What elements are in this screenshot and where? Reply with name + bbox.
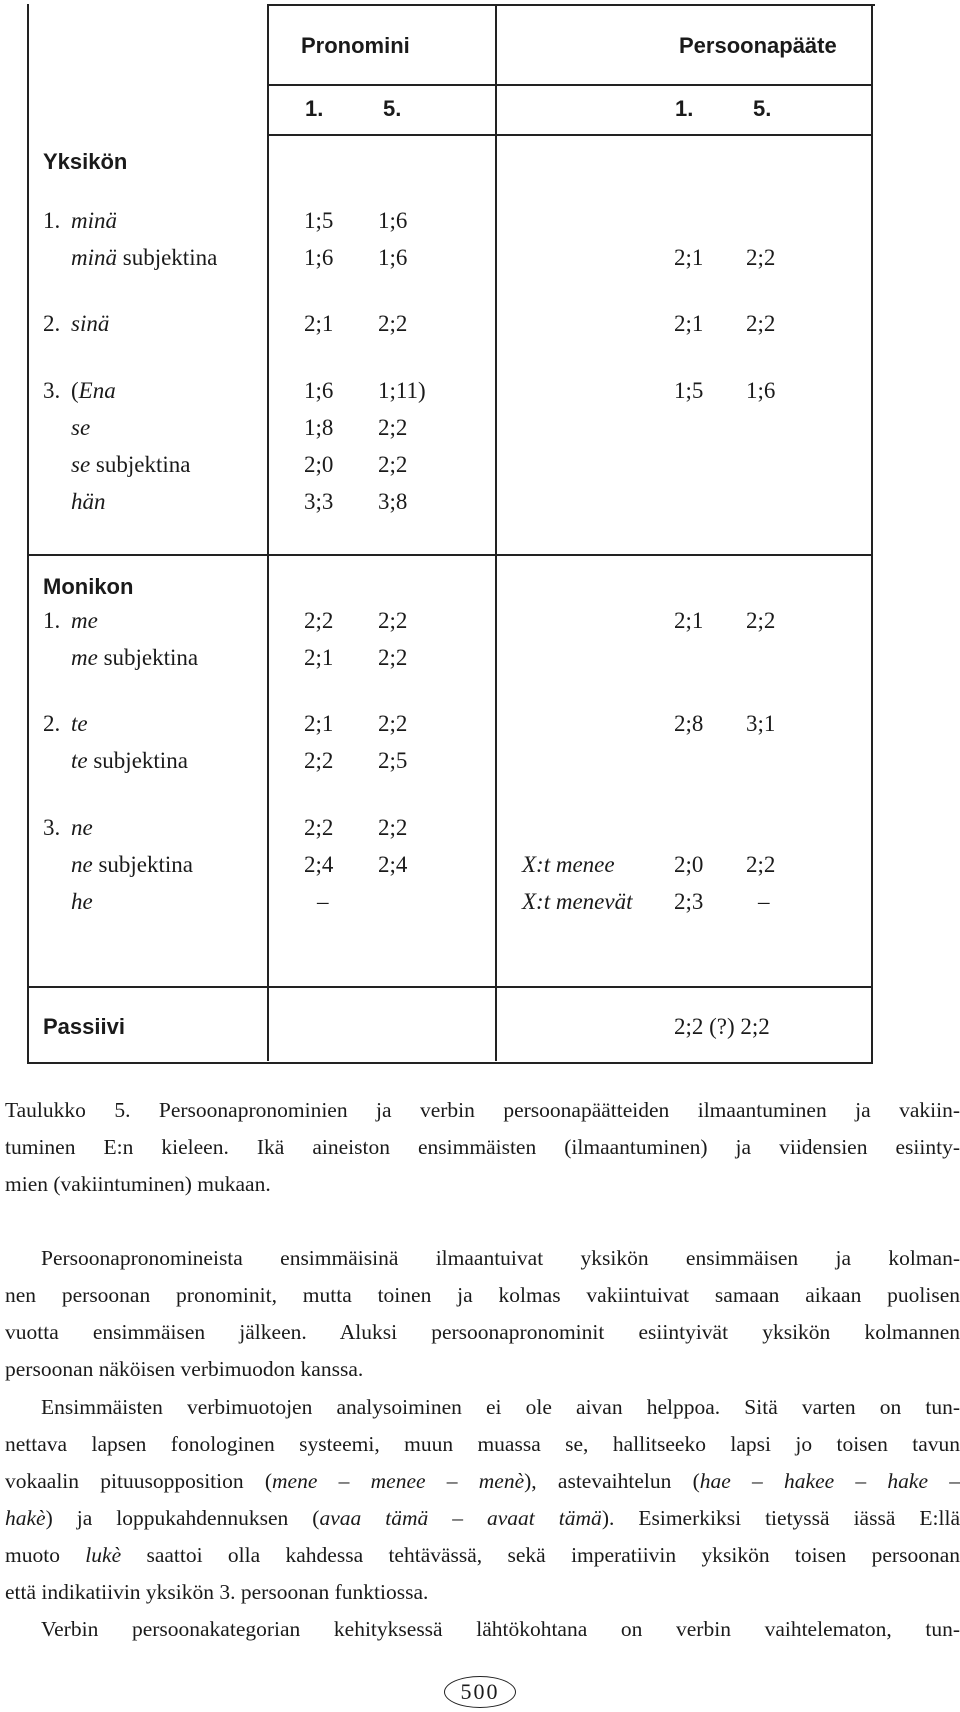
table-col-divider-1 xyxy=(267,4,269,1061)
ending-first-age: 2;1 xyxy=(674,608,704,633)
text-run: saattoi olla kahdessa tehtävässä, sekä imperatiivin yksikön toisen persoonan xyxy=(121,1543,960,1567)
italic-example: mene – menee – menè xyxy=(272,1469,525,1493)
row-label xyxy=(71,377,116,405)
pronoun-first-age: 1;5 xyxy=(304,208,334,233)
header-persoonapaate: Persoonapääte xyxy=(679,33,837,58)
text-line: Verbin persoonakategorian kehityksessä lähtökohtana on verbin vaihtelematon, tun- xyxy=(41,1617,960,1641)
row-pronoun: se xyxy=(71,415,91,440)
pronoun-first-age: 2;0 xyxy=(304,452,334,477)
text-run: ). Esimerkiksi tietyssä iässä E:llä xyxy=(601,1506,960,1530)
row-number: 3. xyxy=(43,378,61,403)
section-passiivi: Passiivi xyxy=(43,1014,125,1039)
pronoun-first-age: 1;6 xyxy=(304,378,334,403)
row-pronoun: te xyxy=(71,748,88,773)
row-pronoun: te xyxy=(71,711,88,736)
text-line: nettava lapsen fonologinen systeemi, muun muassa se, hallitseeko lapsi jo toisen tavun xyxy=(5,1432,960,1456)
text-line xyxy=(5,1537,960,1574)
pronoun-fifth-age: 2;2 xyxy=(378,311,408,336)
text-line: että indikatiivin yksikön 3. persoonan funktiossa. xyxy=(5,1580,429,1604)
pronoun-fifth-age: 2;2 xyxy=(378,415,408,440)
pronoun-fifth-age: 2;2 xyxy=(378,645,408,670)
italic-example: lukè xyxy=(85,1543,122,1567)
caption-line: mien (vakiintuminen) mukaan. xyxy=(5,1172,271,1196)
italic-example: hakè xyxy=(5,1506,46,1530)
row-pronoun: ne xyxy=(71,815,93,840)
table-top-border xyxy=(269,4,875,6)
section-yksikon: Yksikön xyxy=(43,149,128,174)
header-p1: 1. xyxy=(305,96,324,121)
pronoun-first-age: – xyxy=(317,889,329,914)
ending-fifth-age: 2;2 xyxy=(746,852,776,877)
paragraph-3 xyxy=(5,1611,960,1648)
row-label xyxy=(71,414,90,442)
row-number: 3. xyxy=(43,815,61,840)
verb-form: X:t menee xyxy=(522,852,615,877)
ending-first-age: 2;8 xyxy=(674,711,704,736)
row-label xyxy=(71,244,217,272)
pronoun-first-age: 1;8 xyxy=(304,415,334,440)
header-p5: 5. xyxy=(383,96,402,121)
text-line: Persoonapronomineista ensimmäisinä ilmaantuivat yksikön ensimmäisen ja kolman- xyxy=(41,1246,960,1270)
row-label xyxy=(71,888,93,916)
caption-line: Taulukko 5. Persoonapronominien ja verbin persoonapäätteiden ilmaantuminen ja vakiin- xyxy=(5,1098,960,1122)
text-line: persoonan näköisen verbimuodon kanssa. xyxy=(5,1357,364,1381)
row-pronoun: hän xyxy=(71,489,106,514)
row-pronoun: Ena xyxy=(78,378,116,403)
text-line xyxy=(5,1500,960,1537)
row-label-rest: subjektina xyxy=(92,852,194,877)
text-run: muoto xyxy=(5,1543,86,1567)
pronoun-first-age: 2;1 xyxy=(304,311,334,336)
pronoun-fifth-age: 1;6 xyxy=(378,208,408,233)
pronoun-first-age: 2;1 xyxy=(304,645,334,670)
ending-fifth-age: 2;2 xyxy=(746,608,776,633)
table-header-divider xyxy=(267,84,873,86)
pronoun-fifth-age: 3;8 xyxy=(378,489,408,514)
row-label xyxy=(71,814,93,842)
ending-fifth-age: – xyxy=(758,889,770,914)
pronoun-first-age: 2;2 xyxy=(304,748,334,773)
row-label-prefix: ( xyxy=(71,378,79,403)
text-run: ), astevaihtelun ( xyxy=(524,1469,700,1493)
pronoun-fifth-age: 2;2 xyxy=(378,815,408,840)
row-label xyxy=(71,851,193,879)
pronoun-first-age: 2;4 xyxy=(304,852,334,877)
row-number: 2. xyxy=(43,711,61,736)
text-line xyxy=(5,1463,960,1500)
pronoun-first-age: 2;2 xyxy=(304,608,334,633)
row-label-rest: subjektina xyxy=(97,645,199,670)
paragraph-2 xyxy=(5,1389,960,1611)
pronoun-first-age: 3;3 xyxy=(304,489,334,514)
row-number: 1. xyxy=(43,608,61,633)
section-monikon: Monikon xyxy=(43,574,134,599)
ending-first-age: 1;5 xyxy=(674,378,704,403)
paragraph-1 xyxy=(5,1240,960,1388)
row-pronoun: sinä xyxy=(71,311,110,336)
row-pronoun: minä xyxy=(71,245,117,270)
row-label xyxy=(71,451,190,479)
table-header-bottom xyxy=(267,134,873,136)
ending-first-age: 2;3 xyxy=(674,889,704,914)
pronoun-first-age: 2;2 xyxy=(304,815,334,840)
italic-example: avaa tämä – avaat tämä xyxy=(319,1506,602,1530)
row-label-rest: subjektina xyxy=(117,245,218,270)
row-pronoun: he xyxy=(71,889,93,914)
header-pronomini: Pronomini xyxy=(301,33,410,58)
row-label xyxy=(71,607,98,635)
row-label xyxy=(71,747,188,775)
ending-first-age: 2;0 xyxy=(674,852,704,877)
row-label xyxy=(71,207,117,235)
row-label xyxy=(71,488,106,516)
pronoun-fifth-age: 2;5 xyxy=(378,748,408,773)
pronoun-fifth-age: 2;2 xyxy=(378,711,408,736)
row-label xyxy=(71,644,198,672)
pronoun-fifth-age: 2;4 xyxy=(378,852,408,877)
row-label-rest: subjektina xyxy=(87,748,188,773)
table-divider-monikon xyxy=(29,554,873,556)
row-number: 1. xyxy=(43,208,61,233)
ending-first-age: 2;1 xyxy=(674,245,704,270)
ending-fifth-age: 2;2 xyxy=(746,245,776,270)
caption-line: tuminen E:n kieleen. Ikä aineiston ensimmäisten (ilmaantuminen) ja viidensien esiinty- xyxy=(5,1135,960,1159)
row-label xyxy=(71,710,88,738)
text-line: nen persoonan pronominit, mutta toinen ja kolmas vakiintuivat samaan aikaan puolisen xyxy=(5,1283,960,1307)
text-run: ) ja loppukahdennuksen ( xyxy=(45,1506,320,1530)
pronoun-fifth-age: 2;2 xyxy=(378,608,408,633)
text-line: vuotta ensimmäisen jälkeen. Aluksi persoonapronominit esiintyivät yksikön kolmannen xyxy=(5,1320,960,1344)
table-col-divider-2 xyxy=(495,4,497,1061)
pronoun-fifth-age: 1;11) xyxy=(378,378,426,403)
ending-fifth-age: 1;6 xyxy=(746,378,776,403)
row-number: 2. xyxy=(43,311,61,336)
italic-example: hae – hakee – hake – xyxy=(699,1469,960,1493)
pronoun-fifth-age: 2;2 xyxy=(378,452,408,477)
table-divider-passiivi xyxy=(29,986,873,988)
pronoun-fifth-age: 1;6 xyxy=(378,245,408,270)
row-pronoun: ne xyxy=(71,852,93,877)
text-line: Ensimmäisten verbimuotojen analysoiminen ei ole aivan helppoa. Sitä varten on tun- xyxy=(41,1395,960,1419)
page-number: 500 xyxy=(444,1676,516,1708)
ending-fifth-age: 3;1 xyxy=(746,711,776,736)
row-pronoun: minä xyxy=(71,208,117,233)
verb-form: X:t menevät xyxy=(522,889,633,914)
data-table xyxy=(27,4,873,1064)
table-caption xyxy=(5,1092,960,1203)
pronoun-first-age: 1;6 xyxy=(304,245,334,270)
pronoun-first-age: 2;1 xyxy=(304,711,334,736)
row-pronoun: me xyxy=(71,608,98,633)
row-label xyxy=(71,310,109,338)
passiivi-value: 2;2 (?) 2;2 xyxy=(674,1014,770,1039)
ending-fifth-age: 2;2 xyxy=(746,311,776,336)
ending-first-age: 2;1 xyxy=(674,311,704,336)
row-label-rest: subjektina xyxy=(90,452,191,477)
header-q5: 5. xyxy=(753,96,772,121)
row-pronoun: se xyxy=(71,452,91,477)
text-run: vokaalin pituusopposition ( xyxy=(5,1469,273,1493)
row-pronoun: me xyxy=(71,645,98,670)
header-q1: 1. xyxy=(675,96,694,121)
